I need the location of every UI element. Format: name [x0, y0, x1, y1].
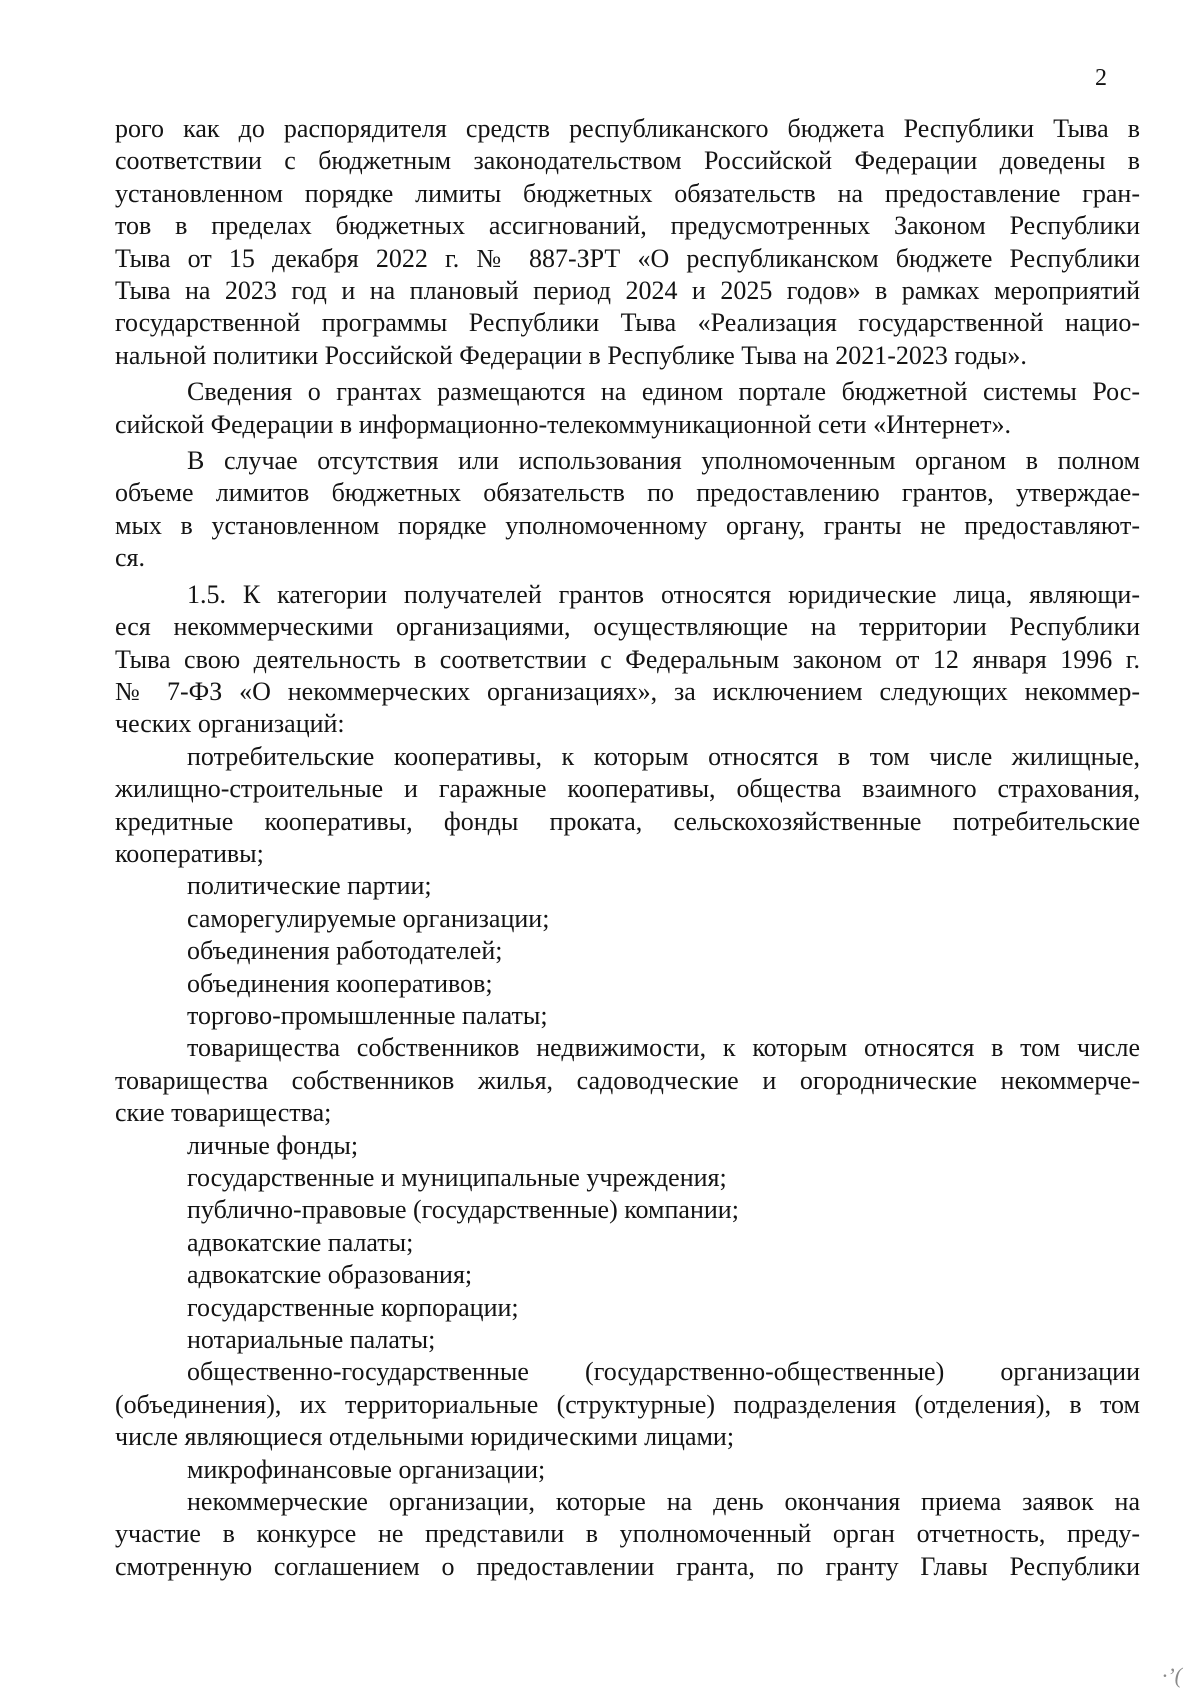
- text-line: общественно-государственные (государственно-общественные) организации: [187, 1357, 1140, 1387]
- paragraph-grant-info: [115, 376, 1140, 441]
- list-item: политические партии;: [187, 871, 432, 901]
- list-item: государственные и муниципальные учреждения;: [187, 1163, 727, 1192]
- text-line: (объединения), их территориальные (структурные) подразделения (отделения), в том: [115, 1389, 1140, 1419]
- exclusion-list: [115, 741, 1140, 1584]
- text-line: Тыва свою деятельность в соответствии с Федеральным законом от 12 января 1996 г.: [115, 644, 1140, 674]
- list-item: [115, 1486, 1140, 1583]
- list-item: публично-правовые (государственные) компании;: [187, 1195, 739, 1225]
- text-line: ские товарищества;: [115, 1098, 332, 1128]
- text-line: еся некоммерческими организациями, осуществляющие на территории Республики: [115, 612, 1140, 642]
- list-item: [115, 741, 1140, 871]
- text-line: государственной программы Республики Тыва «Реализация государственной нацио-: [115, 308, 1140, 338]
- text-line: соответствии с бюджетным законодательством Российской Федерации доведены в: [115, 146, 1140, 176]
- text-line: установленном порядке лимиты бюджетных обязательств на предоставление гран-: [115, 178, 1140, 208]
- list-item: адвокатские образования;: [187, 1260, 473, 1290]
- text-line: объеме лимитов бюджетных обязательств по предоставлению грантов, утверждае-: [115, 478, 1140, 508]
- list-item: нотариальные палаты;: [187, 1325, 436, 1355]
- list-item: [115, 1356, 1140, 1453]
- text-line: № 7-ФЗ «О некоммерческих организациях», за исключением следующих некоммер-: [115, 676, 1140, 706]
- text-line: участие в конкурсе не представили в уполномоченный орган отчетность, преду-: [115, 1519, 1140, 1549]
- list-item: государственные корпорации;: [187, 1292, 519, 1322]
- list-item: микрофинансовые организации;: [187, 1454, 546, 1484]
- text-line: смотренную соглашением о предоставлении гранта, по гранту Главы Республики: [115, 1551, 1140, 1581]
- text-line: Тыва на 2023 год и на плановый период 2024 и 2025 годов» в рамках мероприятий: [115, 276, 1140, 306]
- text-line: тов в пределах бюджетных ассигнований, предусмотренных Законом Республики: [115, 211, 1140, 241]
- text-line: товарищества собственников жилья, садоводческие и огороднические некоммерче-: [115, 1065, 1140, 1095]
- list-item: объединения кооперативов;: [187, 968, 493, 998]
- text-line: ся.: [115, 543, 145, 573]
- list-item: [115, 1032, 1140, 1129]
- text-line: жилищно-строительные и гаражные кооперативы, общества взаимного страхования,: [115, 774, 1140, 804]
- list-item: адвокатские палаты;: [187, 1227, 414, 1257]
- text-line: ческих организаций:: [115, 709, 345, 739]
- text-line: числе являющиеся отдельными юридическими лицами;: [115, 1422, 735, 1452]
- paragraph-1-5-recipients: [115, 579, 1140, 741]
- text-line: нальной политики Российской Федерации в Республике Тыва на 2021-2023 годы».: [115, 340, 1027, 370]
- list-item: личные фонды;: [187, 1130, 359, 1160]
- paragraph-no-limits: [115, 445, 1140, 575]
- page-number: 2: [1095, 65, 1107, 91]
- text-line: сийской Федерации в информационно-телекоммуникационной сети «Интернет».: [115, 409, 1012, 439]
- list-item: объединения работодателей;: [187, 936, 503, 966]
- list-item: торгово-промышленные палаты;: [187, 1000, 548, 1030]
- text-line: В случае отсутствия или использования уполномоченным органом в полном: [187, 446, 1140, 476]
- text-line: Тыва от 15 декабря 2022 г. № 887-ЗРТ «О республиканском бюджете Республики: [115, 243, 1140, 273]
- text-line: кооперативы;: [115, 838, 264, 868]
- list-item: саморегулируемые организации;: [187, 903, 550, 933]
- paragraph-budget-limits: [115, 113, 1140, 372]
- text-line: некоммерческие организации, которые на день окончания приема заявок на: [187, 1487, 1140, 1517]
- text-line: рого как до распорядителя средств республиканского бюджета Республики Тыва в: [115, 114, 1140, 143]
- document-body: [115, 113, 1140, 1583]
- text-line: Сведения о грантах размещаются на едином портале бюджетной системы Рос-: [187, 377, 1140, 407]
- text-line: 1.5. К категории получателей грантов относятся юридические лица, являющи-: [187, 579, 1140, 609]
- scan-mark: ·’(: [1161, 1663, 1182, 1688]
- text-line: кредитные кооперативы, фонды проката, сельскохозяйственные потребительские: [115, 806, 1140, 836]
- text-line: товарищества собственников недвижимости, к которым относятся в том числе: [187, 1033, 1140, 1063]
- text-line: потребительские кооперативы, к которым относятся в том числе жилищные,: [187, 741, 1140, 771]
- text-line: мых в установленном порядке уполномоченному органу, гранты не предоставляют-: [115, 510, 1140, 540]
